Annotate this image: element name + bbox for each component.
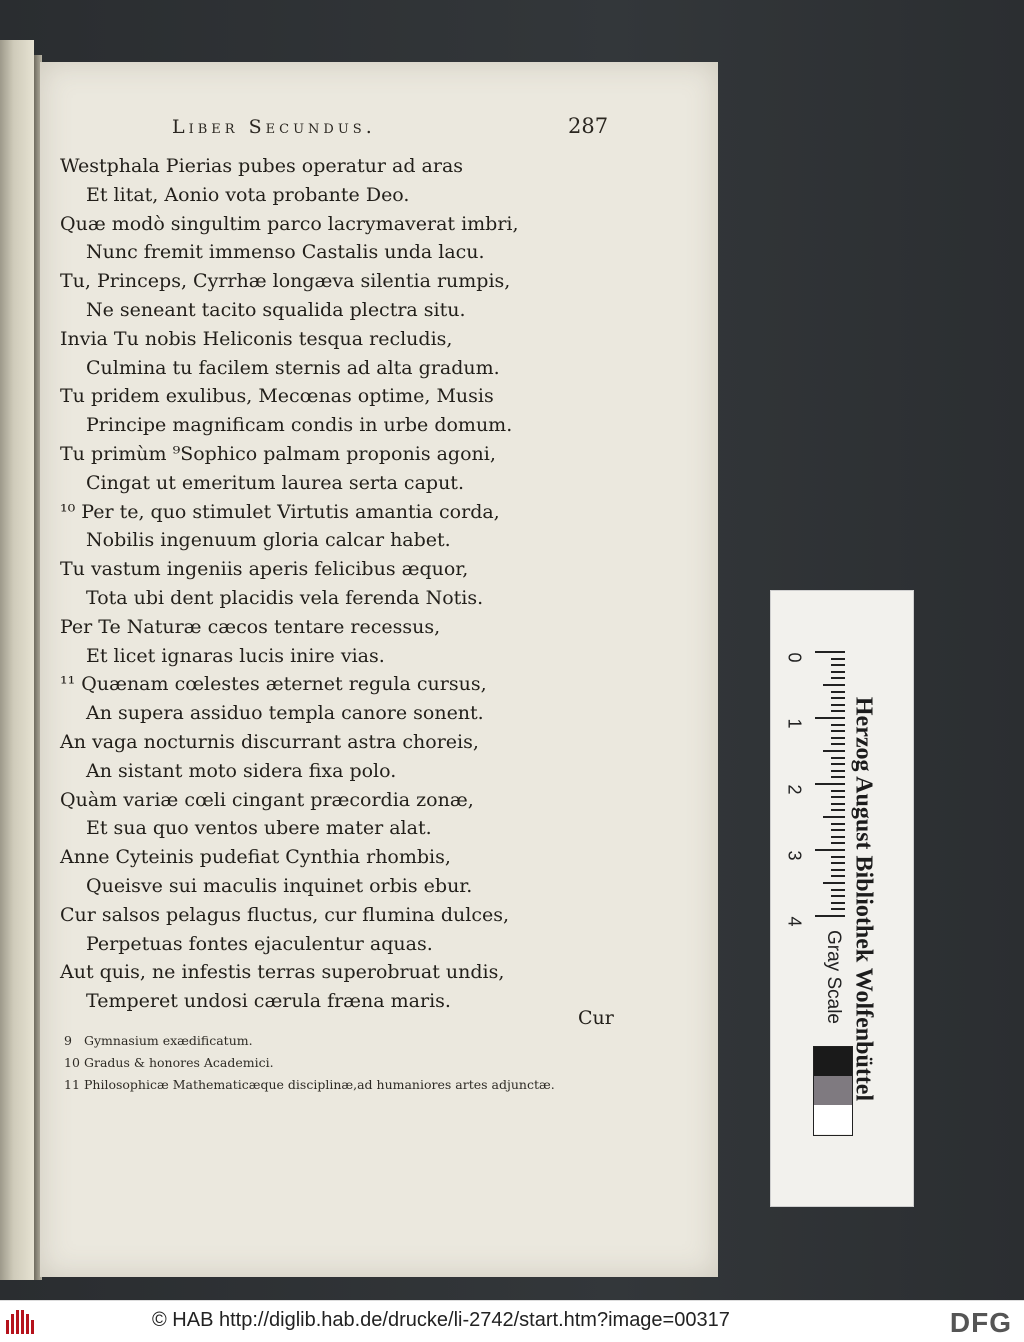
ruler-tick xyxy=(831,724,845,726)
ruler-tick xyxy=(831,908,845,910)
ruler-tick xyxy=(831,902,845,904)
ruler-tick xyxy=(831,889,845,891)
book-page xyxy=(40,62,718,1277)
ruler-ticks xyxy=(815,651,845,936)
gray-scale-label: Gray Scale xyxy=(823,930,844,1024)
ruler-tick xyxy=(831,770,845,772)
verse-line: Et sua quo ventos ubere mater alat. xyxy=(86,817,432,840)
verse-line: Tu primùm ⁹Sophico palmam proponis agoni, xyxy=(60,442,496,465)
ruler-cm-number: 3 xyxy=(784,850,805,861)
footnote xyxy=(64,1074,555,1096)
ruler-tick xyxy=(831,737,845,739)
footnote-text: Philosophicæ Mathematicæque disciplinæ,ad humaniores artes adjunctæ. xyxy=(84,1077,555,1092)
verse-line: Aut quis, ne infestis terras superobruat undis, xyxy=(60,961,505,984)
verse-line: Queisve sui maculis inquinet orbis ebur. xyxy=(86,874,473,897)
ruler-tick xyxy=(815,717,845,719)
verse-line: Ne seneant tacito squalida plectra situ. xyxy=(86,298,466,321)
catchword: Cur xyxy=(578,1007,614,1029)
previous-page-edge xyxy=(0,40,34,1280)
dfg-logo: DFG xyxy=(949,1307,1012,1338)
verse-line: ¹⁰ Per te, quo stimulet Virtutis amantia corda, xyxy=(60,500,500,523)
ruler-tick xyxy=(831,658,845,660)
ruler-cm-number: 0 xyxy=(784,652,805,663)
gray-scale-swatches xyxy=(813,1046,853,1136)
ruler-tick xyxy=(831,842,845,844)
ruler-tick xyxy=(831,691,845,693)
gray-swatch xyxy=(814,1076,852,1105)
ruler-tick xyxy=(823,684,845,686)
ruler-tick xyxy=(831,862,845,864)
page-number: 287 xyxy=(568,114,609,138)
verse-line: Cur salsos pelagus fluctus, cur flumina dulces, xyxy=(60,903,510,926)
gray-swatch xyxy=(814,1047,852,1076)
verse-line: Tu vastum ingeniis aperis felicibus æquor, xyxy=(60,558,469,581)
verse-line: Et licet ignaras lucis inire vias. xyxy=(86,644,385,667)
verse-line: Quàm variæ cœli cingant præcordia zonæ, xyxy=(60,788,474,811)
ruler-tick xyxy=(823,816,845,818)
footnote-number: 10 xyxy=(64,1055,80,1070)
verse-line: Cingat ut emeritum laurea serta caput. xyxy=(86,471,464,494)
ruler-tick xyxy=(831,823,845,825)
ruler-tick xyxy=(815,783,845,785)
verse-line: Nunc fremit immenso Castalis unda lacu. xyxy=(86,241,485,264)
verse-line: Et litat, Aonio vota probante Deo. xyxy=(86,183,410,206)
footer-bar xyxy=(0,1300,1024,1342)
verse-line: Temperet undosi cærula fræna maris. xyxy=(86,990,451,1013)
verse-line: Tota ubi dent placidis vela ferenda Notis. xyxy=(86,586,484,609)
library-name: Herzog August Bibliothek Wolfenbüttel xyxy=(850,696,877,1102)
verse-line: Per Te Naturæ cæcos tentare recessus, xyxy=(60,615,441,638)
verse-line: Tu, Princeps, Cyrrhæ longæva silentia rumpis, xyxy=(60,270,511,293)
footnote-number: 11 xyxy=(64,1077,80,1092)
verse-line: Anne Cyteinis pudefiat Cynthia rhombis, xyxy=(60,846,451,869)
ruler-cm-number: 2 xyxy=(784,784,805,795)
ruler-tick xyxy=(815,849,845,851)
ruler-tick xyxy=(823,750,845,752)
ruler-tick xyxy=(823,882,845,884)
footnote xyxy=(64,1030,555,1052)
ruler-tick xyxy=(831,869,845,871)
footnote-text: Gymnasium exædificatum. xyxy=(84,1033,253,1048)
verse-line: Westphala Pierias pubes operatur ad aras xyxy=(60,155,464,177)
ruler-tick xyxy=(831,697,845,699)
ruler-tick xyxy=(831,895,845,897)
ruler-tick xyxy=(831,856,845,858)
footnote-list xyxy=(64,1030,555,1096)
footnote-number: 9 xyxy=(64,1033,72,1048)
ruler-tick xyxy=(831,803,845,805)
ruler-tick xyxy=(815,651,845,653)
ruler-tick xyxy=(831,664,845,666)
ruler-tick xyxy=(831,671,845,673)
footnote-text: Gradus & honores Academici. xyxy=(84,1055,274,1070)
verse-line: Tu pridem exulibus, Mecœnas optime, Musis xyxy=(60,385,494,408)
ruler-tick xyxy=(831,677,845,679)
ruler-cm-number: 4 xyxy=(784,916,805,927)
verse-line: An supera assiduo templa canore sonent. xyxy=(86,702,484,725)
ruler-tick xyxy=(831,710,845,712)
ruler-tick xyxy=(831,875,845,877)
ruler-tick xyxy=(831,829,845,831)
ruler-tick xyxy=(815,915,845,917)
scale-ruler xyxy=(770,590,914,1207)
verse-line: Invia Tu nobis Heliconis tesqua recludis, xyxy=(60,327,453,350)
verse-line: Principe magnificam condis in urbe domum. xyxy=(86,414,513,437)
verse-line: ¹¹ Quænam cœlestes æternet regula cursus, xyxy=(60,673,487,696)
verse-line: Nobilis ingenuum gloria calcar habet. xyxy=(86,529,451,552)
footnote xyxy=(64,1052,555,1074)
ruler-cm-number: 1 xyxy=(784,718,805,729)
verse-line: Culmina tu facilem sternis ad alta gradum. xyxy=(86,356,500,379)
ruler-tick xyxy=(831,776,845,778)
verse-list xyxy=(60,152,620,1016)
gray-swatch xyxy=(814,1105,852,1134)
running-head: Liber Secundus. xyxy=(172,116,376,138)
verse-line: An sistant moto sidera fixa polo. xyxy=(86,759,397,782)
ruler-tick xyxy=(831,757,845,759)
ruler-tick xyxy=(831,763,845,765)
ruler-tick xyxy=(831,790,845,792)
copyright-link[interactable]: © HAB http://diglib.hab.de/drucke/li-2742/start.htm?image=00317 xyxy=(152,1309,730,1331)
ruler-tick xyxy=(831,796,845,798)
ruler-tick xyxy=(831,836,845,838)
ruler-tick xyxy=(831,809,845,811)
ruler-tick xyxy=(831,704,845,706)
verse-line: Perpetuas fontes ejaculentur aquas. xyxy=(86,932,433,955)
verse-line: An vaga nocturnis discurrant astra choreis, xyxy=(60,730,479,753)
hab-logo-icon xyxy=(6,1310,40,1334)
ruler-tick xyxy=(831,743,845,745)
verse-line: Quæ modò singultim parco lacrymaverat imbri, xyxy=(60,212,519,235)
ruler-tick xyxy=(831,730,845,732)
